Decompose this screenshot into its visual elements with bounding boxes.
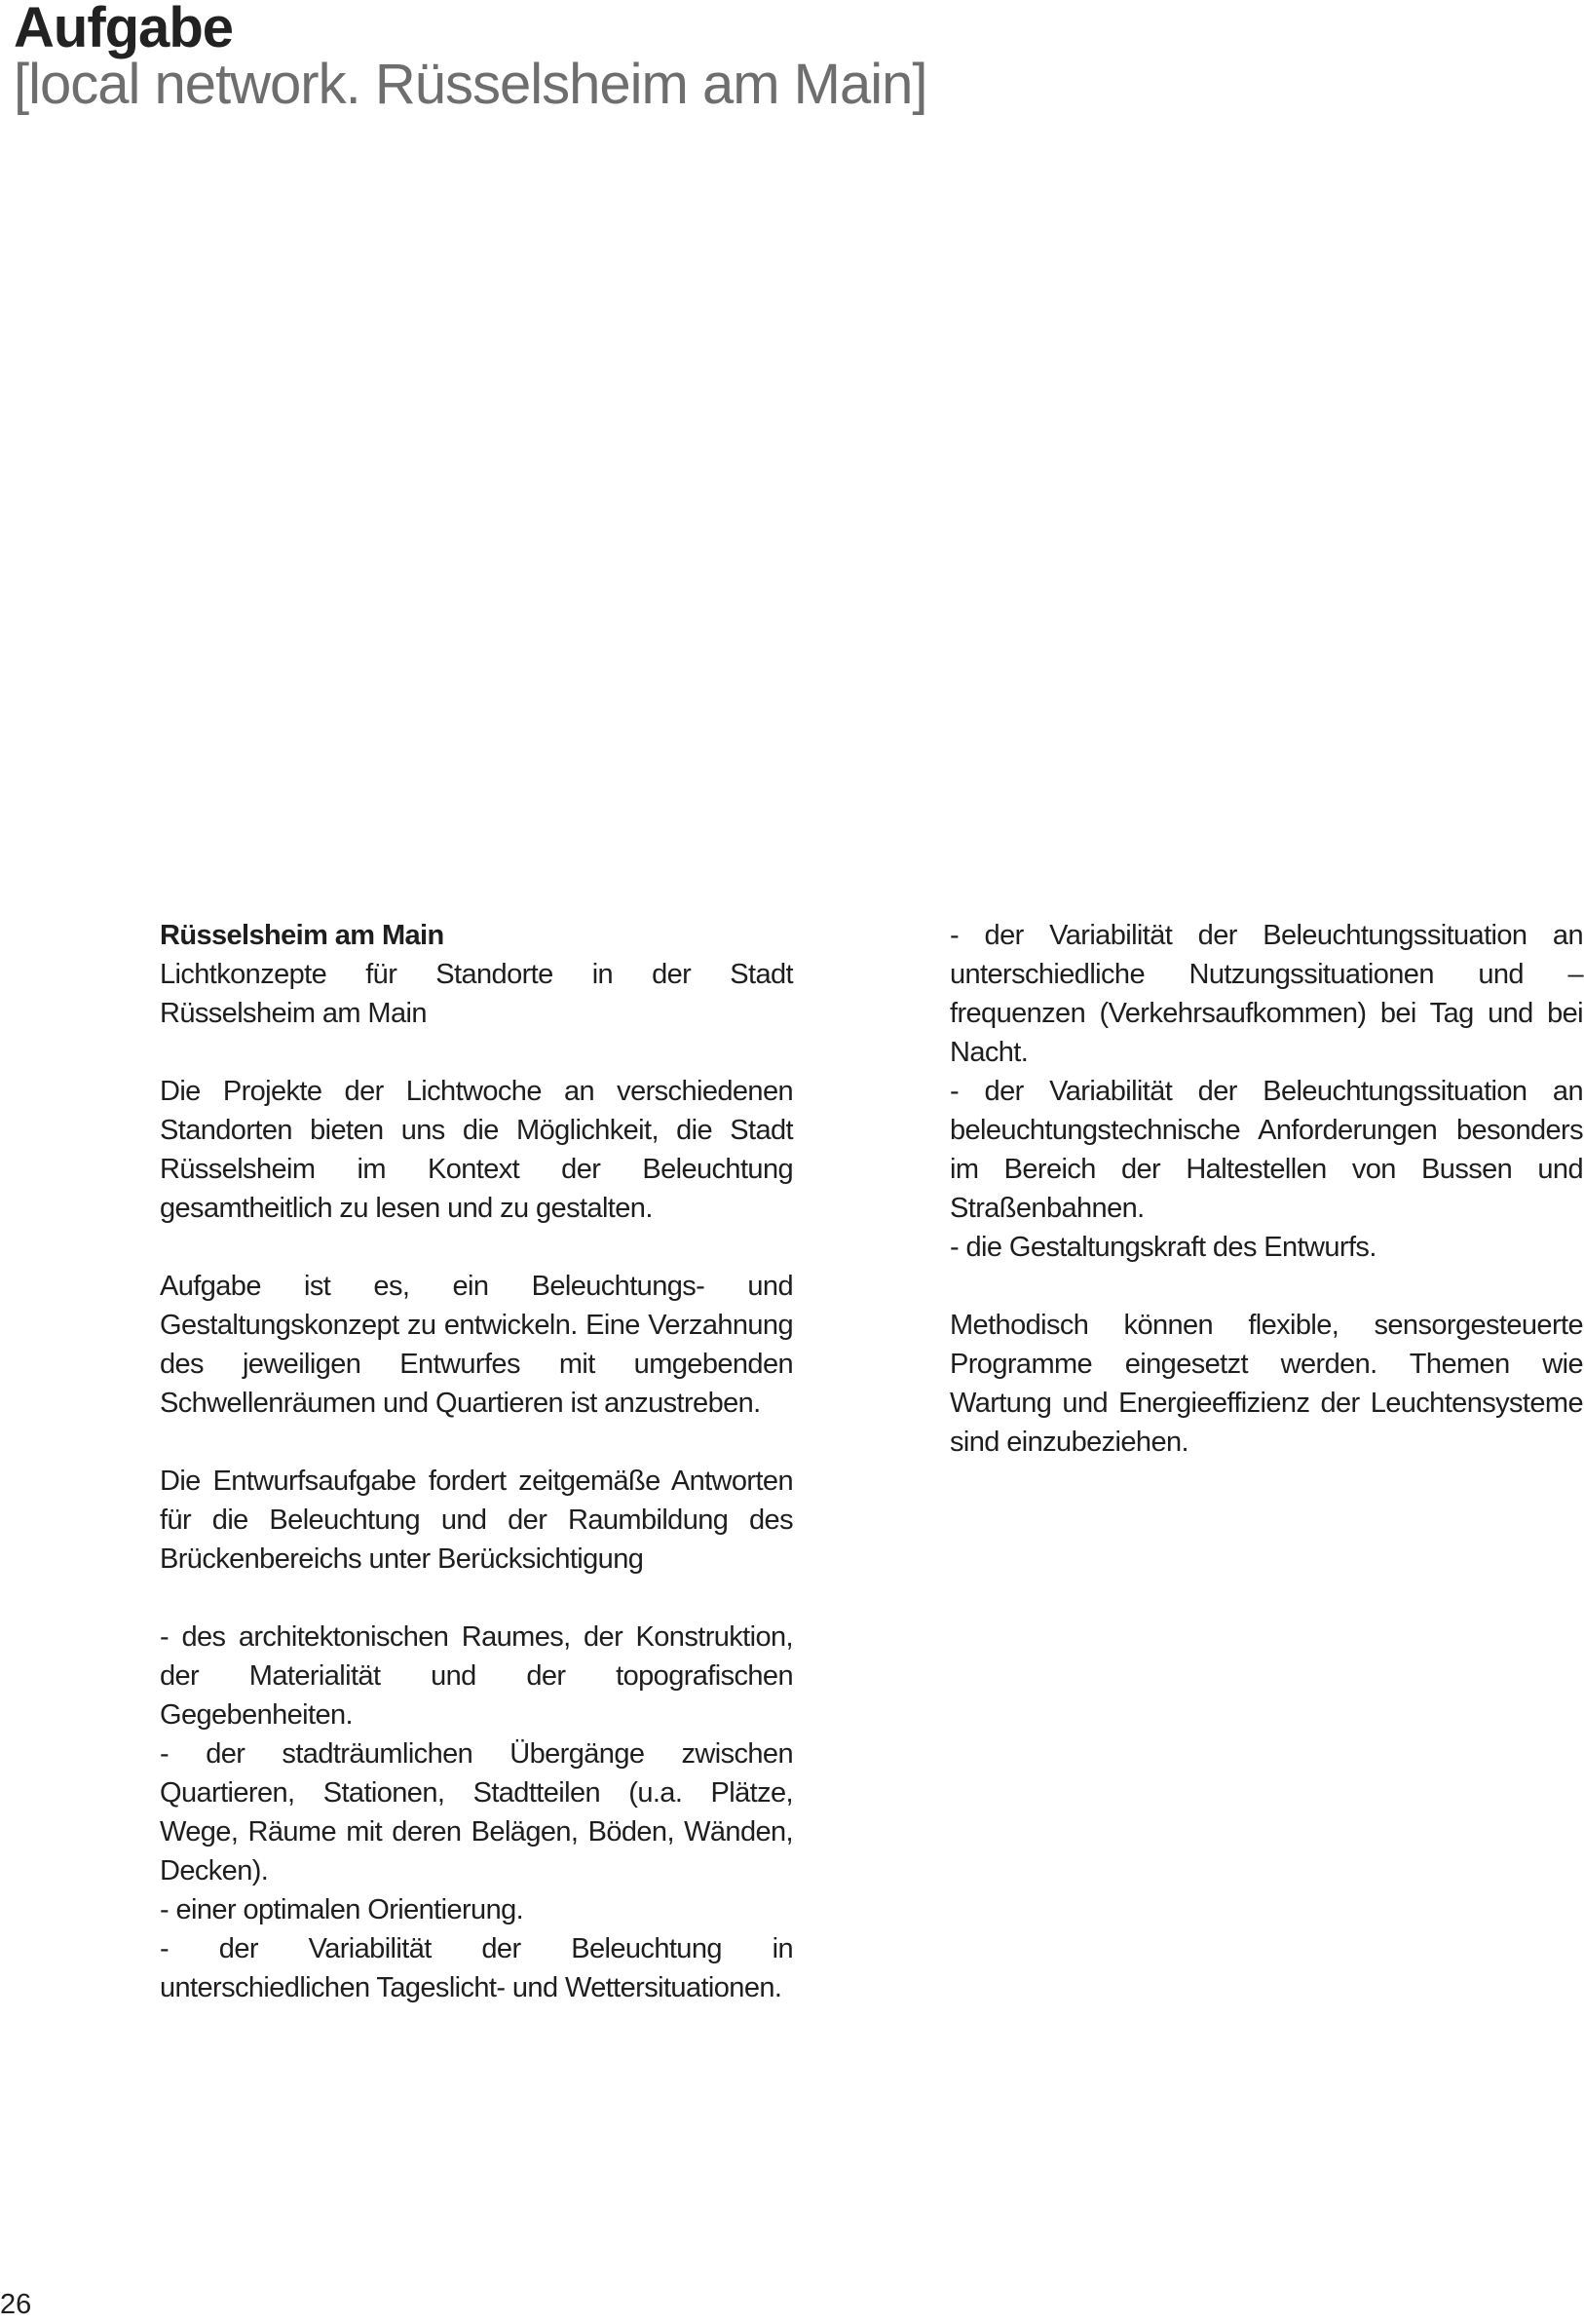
list-item: - der Variabilität der Beleuchtung in unterschiedlichen Tageslicht- und Wettersituationen. bbox=[160, 1933, 793, 2003]
right-text-column bbox=[950, 916, 1583, 1501]
list-item: - der Variabilität der Beleuchtungssituation an beleuchtungstechnische Anforderungen besonders im Bereich der Haltestellen von Bussen und Straßenbahnen. bbox=[950, 1076, 1583, 1224]
body-paragraph-1: Die Projekte der Lichtwoche an verschiedenen Standorten bieten uns die Möglichkeit, die Stadt Rüsselsheim im Kontext der Beleuchtung gesamtheitlich zu lesen und zu gestalten. bbox=[160, 1076, 793, 1224]
list-item: - der stadträumlichen Übergänge zwischen Quartieren, Stationen, Stadtteilen (u.a. Plätze, Wege, Räume mit deren Belägen, Böden, Wänden, Decken). bbox=[160, 1738, 793, 1886]
method-paragraph: Methodisch können flexible, sensorgesteuerte Programme eingesetzt werden. Themen wie Wartung und Energieeffizienz der Leuchtensysteme sind einzubeziehen. bbox=[950, 1310, 1583, 1458]
list-item: - des architektonischen Raumes, der Konstruktion, der Materialität und der topografischen Gegebenheiten. bbox=[160, 1621, 793, 1731]
page-number: 26 bbox=[0, 2289, 32, 2320]
body-paragraph-3: Die Entwurfsaufgabe fordert zeitgemäße Antworten für die Beleuchtung und der Raumbildung des Brückenbereichs unter Berücksichtigung bbox=[160, 1466, 793, 1575]
section-heading-text: Rüsselsheim am Main bbox=[160, 920, 444, 951]
left-text-column bbox=[160, 916, 793, 2007]
list-item: - die Gestaltungskraft des Entwurfs. bbox=[950, 1232, 1377, 1263]
section-heading bbox=[160, 916, 793, 955]
page-title: Aufgabe bbox=[14, 0, 233, 59]
criteria-list-continued bbox=[950, 916, 1583, 1267]
body-paragraph-2: Aufgabe ist es, ein Beleuchtungs- und Gestaltungskonzept zu entwickeln. Eine Verzahnung des jeweiligen Entwurfes mit umgebenden Schwellenräumen und Quartieren ist anzustreben. bbox=[160, 1271, 793, 1419]
list-item: - der Variabilität der Beleuchtungssituation an unterschiedliche Nutzungssituationen und –frequenzen (Verkehrsaufkommen) bei Tag und bei Nacht. bbox=[950, 920, 1583, 1068]
criteria-list bbox=[160, 1618, 793, 2007]
intro-paragraph: Lichtkonzepte für Standorte in der Stadt Rüsselsheim am Main bbox=[160, 959, 793, 1029]
list-item: - einer optimalen Orientierung. bbox=[160, 1894, 524, 1925]
page-subtitle: [local network. Rüsselsheim am Main] bbox=[14, 53, 927, 116]
